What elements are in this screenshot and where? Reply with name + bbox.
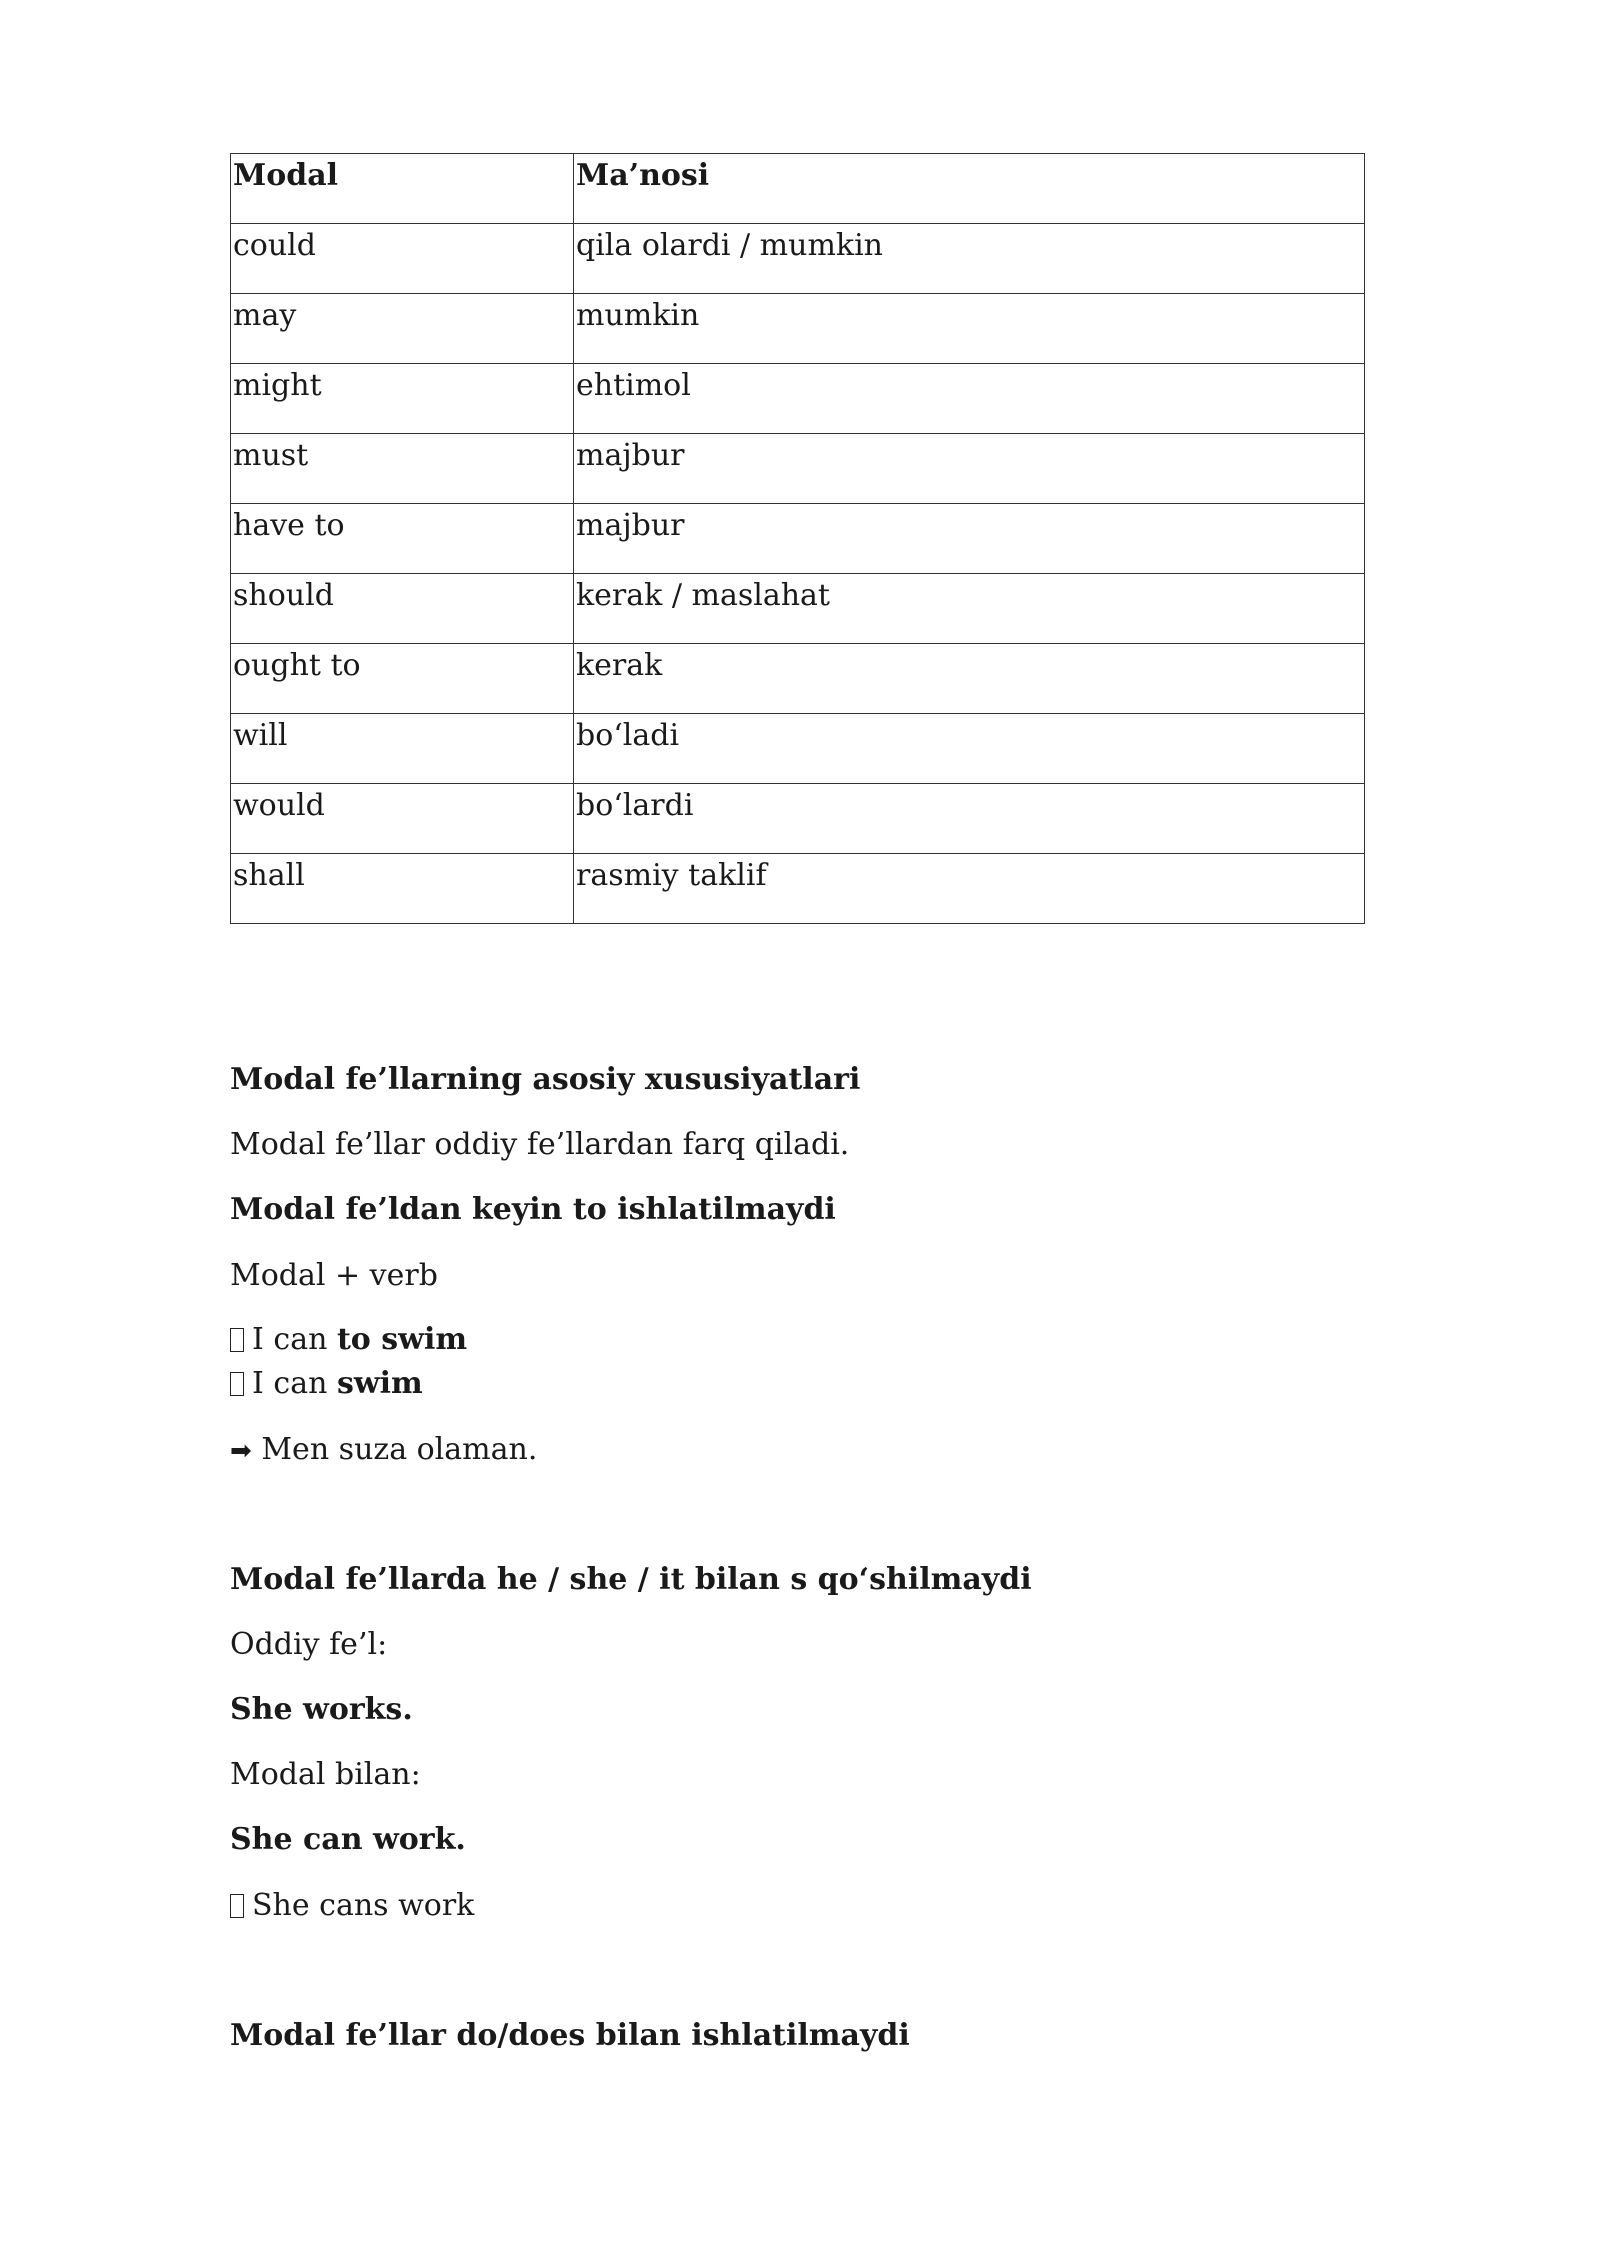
cell-modal: could <box>231 224 574 294</box>
cell-meaning: majbur <box>574 434 1365 504</box>
cell-modal: must <box>231 434 574 504</box>
header-meaning: Ma’nosi <box>574 154 1365 224</box>
cell-meaning: mumkin <box>574 294 1365 364</box>
cell-modal: may <box>231 294 574 364</box>
example-right-bold: swim <box>336 1366 423 1401</box>
table-row <box>231 294 1365 364</box>
arrow-right-icon: ➡ <box>230 1436 252 1466</box>
cell-meaning: kerak / maslahat <box>574 574 1365 644</box>
placeholder-glyph-icon <box>230 1328 244 1352</box>
cell-modal: ought to <box>231 644 574 714</box>
cell-meaning: bo‘lardi <box>574 784 1365 854</box>
formula-line: Modal + verb <box>230 1258 438 1293</box>
subheading-no-to: Modal fe’ldan keyin to ishlatilmaydi <box>230 1192 836 1227</box>
table-row <box>231 574 1365 644</box>
example-right <box>230 1366 423 1402</box>
modal-example: She can work. <box>230 1822 466 1857</box>
cell-meaning: qila olardi / mumkin <box>574 224 1365 294</box>
translation-line <box>230 1432 537 1468</box>
cell-meaning: majbur <box>574 504 1365 574</box>
cell-modal: should <box>231 574 574 644</box>
paragraph-intro: Modal fe’llar oddiy fe’llardan farq qiladi. <box>230 1127 850 1162</box>
wrong-example-text: She cans work <box>252 1888 475 1923</box>
cell-modal: might <box>231 364 574 434</box>
table-row <box>231 644 1365 714</box>
table-row <box>231 364 1365 434</box>
cell-meaning: bo‘ladi <box>574 714 1365 784</box>
translation-text: Men suza olaman. <box>261 1432 538 1467</box>
wrong-example <box>230 1888 474 1924</box>
section-heading-no-s: Modal fe’llarda he / she / it bilan s qo‘shilmaydi <box>230 1562 1032 1597</box>
header-modal: Modal <box>231 154 574 224</box>
cell-meaning: rasmiy taklif <box>574 854 1365 924</box>
table-row <box>231 854 1365 924</box>
ordinary-verb-label: Oddiy fe’l: <box>230 1627 388 1662</box>
modal-label: Modal bilan: <box>230 1757 421 1792</box>
table-row <box>231 784 1365 854</box>
cell-meaning: kerak <box>574 644 1365 714</box>
placeholder-glyph-icon <box>230 1894 244 1918</box>
cell-meaning: ehtimol <box>574 364 1365 434</box>
cell-modal: shall <box>231 854 574 924</box>
cell-modal: would <box>231 784 574 854</box>
table-row <box>231 224 1365 294</box>
cell-modal: have to <box>231 504 574 574</box>
example-wrong-bold: to swim <box>336 1322 468 1357</box>
example-right-prefix: I can <box>252 1366 337 1401</box>
example-wrong-prefix: I can <box>252 1322 337 1357</box>
ordinary-verb-example: She works. <box>230 1692 413 1727</box>
example-wrong <box>230 1322 467 1358</box>
table-row <box>231 714 1365 784</box>
section-heading-no-do: Modal fe’llar do/does bilan ishlatilmaydi <box>230 2018 910 2053</box>
modal-verbs-table <box>230 153 1365 924</box>
table-row <box>231 434 1365 504</box>
table-header-row <box>231 154 1365 224</box>
table-row <box>231 504 1365 574</box>
placeholder-glyph-icon <box>230 1372 244 1396</box>
section-heading-properties: Modal fe’llarning asosiy xususiyatlari <box>230 1062 861 1097</box>
cell-modal: will <box>231 714 574 784</box>
